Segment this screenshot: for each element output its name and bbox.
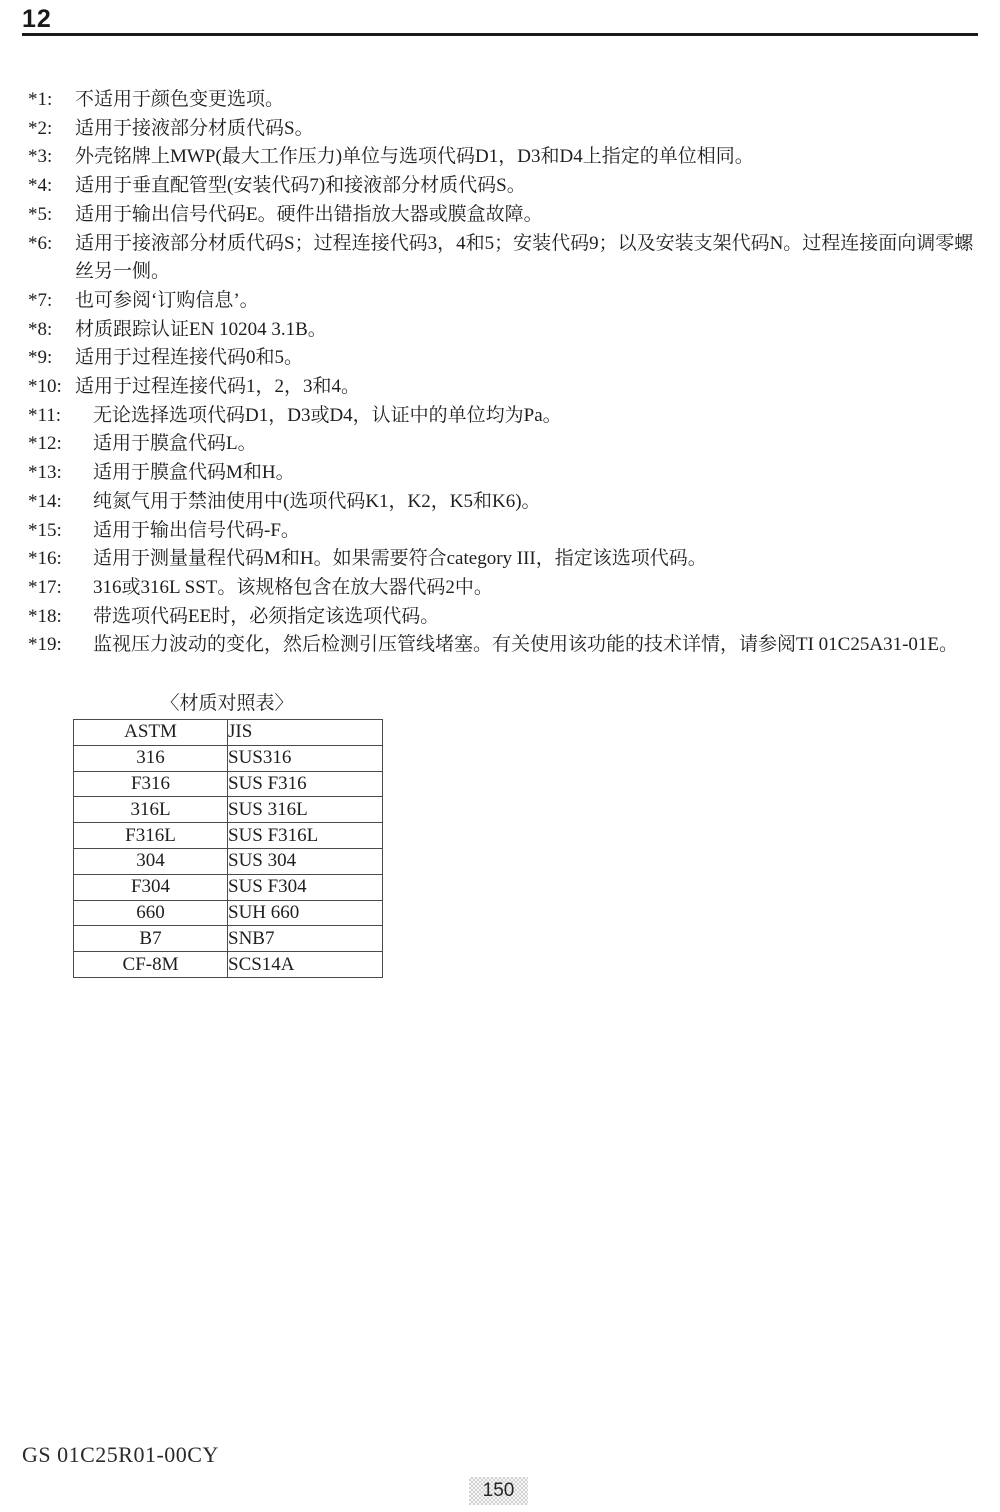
- astm-cell: F316L: [74, 823, 228, 849]
- footnote-marker: *9:: [28, 347, 53, 369]
- footnote: [28, 402, 976, 431]
- footnote-text: 适用于测量量程代码M和H。如果需要符合category III，指定该选项代码。: [93, 548, 707, 570]
- page-number: 150: [482, 1480, 515, 1501]
- footnote-marker: *8:: [28, 318, 53, 340]
- footnote-text: 适用于输出信号代码-F。: [93, 519, 300, 541]
- footnote-marker: *18:: [28, 605, 62, 627]
- footnote-text: 适用于过程连接代码1，2，3和4。: [75, 376, 361, 398]
- footnote-marker: *2:: [28, 117, 53, 139]
- table-row: [74, 874, 383, 900]
- footnote: [28, 287, 976, 316]
- footnotes-list: [28, 86, 976, 660]
- footnote-text: 适用于膜盒代码L。: [93, 433, 257, 455]
- footnote-text: 纯氮气用于禁油使用中(选项代码K1，K2，K5和K6)。: [93, 490, 541, 512]
- footnote-text: 也可参阅‘订购信息’。: [75, 289, 259, 311]
- jis-cell: SUS F316L: [228, 823, 383, 849]
- jis-cell: SUH 660: [228, 900, 383, 926]
- footnote: [28, 316, 976, 345]
- footnote-text: 适用于过程连接代码0和5。: [75, 347, 304, 369]
- jis-cell: SUS F316: [228, 771, 383, 797]
- footnote-text: 适用于输出信号代码E。硬件出错指放大器或膜盒故障。: [75, 203, 543, 225]
- table-row: [74, 771, 383, 797]
- page-number-badge: [469, 1477, 528, 1505]
- footnote-text: 适用于膜盒代码M和H。: [93, 462, 295, 484]
- footnote: [28, 86, 976, 115]
- footnote-marker: *13:: [28, 462, 62, 484]
- footnote-marker: *5:: [28, 203, 53, 225]
- footnote: [28, 603, 976, 632]
- column-header-astm: ASTM: [74, 720, 228, 746]
- footnote: [28, 115, 976, 144]
- table-row: [74, 952, 383, 978]
- astm-cell: CF-8M: [74, 952, 228, 978]
- footnote-text: 适用于接液部分材质代码S；过程连接代码3，4和5；安装代码9；以及安装支架代码N。过程连接面向调零螺丝另一侧。: [75, 232, 974, 283]
- footnote-marker: *17:: [28, 576, 62, 598]
- table-header-row: [74, 720, 383, 746]
- astm-cell: B7: [74, 926, 228, 952]
- footnote-marker: *6:: [28, 232, 53, 254]
- table-row: [74, 848, 383, 874]
- footnote-marker: *14:: [28, 490, 62, 512]
- jis-cell: SUS 304: [228, 848, 383, 874]
- jis-cell: SUS F304: [228, 874, 383, 900]
- table-row: [74, 823, 383, 849]
- footnote: [28, 574, 976, 603]
- footnote: [28, 631, 976, 660]
- footnote: [28, 143, 976, 172]
- column-header-jis: JIS: [228, 720, 383, 746]
- material-comparison-section: [73, 694, 381, 978]
- jis-cell: SNB7: [228, 926, 383, 952]
- footnote-marker: *12:: [28, 433, 62, 455]
- footnote-marker: *15:: [28, 519, 62, 541]
- footnote-marker: *19:: [28, 634, 62, 656]
- table-row: [74, 745, 383, 771]
- jis-cell: SCS14A: [228, 952, 383, 978]
- footnote: [28, 344, 976, 373]
- footnote: [28, 517, 976, 546]
- footnote: [28, 373, 976, 402]
- footnote-text: 不适用于颜色变更选项。: [75, 89, 285, 110]
- footnote-text: 带选项代码EE时，必须指定该选项代码。: [93, 605, 440, 627]
- astm-cell: 316: [74, 745, 228, 771]
- table-row: [74, 797, 383, 823]
- footnote-text: 无论选择选项代码D1，D3或D4，认证中的单位均为Pa。: [93, 404, 562, 426]
- footnote-marker: *10:: [28, 376, 62, 398]
- footnote-text: 外壳铭牌上MWP(最大工作压力)单位与选项代码D1，D3和D4上指定的单位相同。: [75, 146, 754, 168]
- footnote: [28, 459, 976, 488]
- document-code: GS 01C25R01-00CY: [22, 1442, 219, 1467]
- astm-cell: F316: [74, 771, 228, 797]
- footnote-text: 316或316L SST。该规格包含在放大器代码2中。: [93, 576, 493, 598]
- footnote-marker: *11:: [28, 404, 62, 426]
- material-comparison-table: [73, 719, 383, 978]
- footnote-text: 适用于垂直配管型(安装代码7)和接液部分材质代码S。: [75, 175, 526, 197]
- astm-cell: 660: [74, 900, 228, 926]
- footnote-text: 材质跟踪认证EN 10204 3.1B。: [75, 318, 327, 340]
- jis-cell: SUS 316L: [228, 797, 383, 823]
- table-row: [74, 926, 383, 952]
- footnote: [28, 230, 976, 287]
- page-header-number: 12: [22, 5, 52, 33]
- material-table-title: 〈材质对照表〉: [160, 693, 294, 714]
- table-row: [74, 900, 383, 926]
- footnote: [28, 430, 976, 459]
- footnote-text: 适用于接液部分材质代码S。: [75, 117, 314, 139]
- astm-cell: 304: [74, 848, 228, 874]
- astm-cell: 316L: [74, 797, 228, 823]
- header-rule: [22, 33, 978, 36]
- footnote: [28, 201, 976, 230]
- footnote-marker: *16:: [28, 548, 62, 570]
- footnote: [28, 545, 976, 574]
- jis-cell: SUS316: [228, 745, 383, 771]
- footnote-text: 监视压力波动的变化，然后检测引压管线堵塞。有关使用该功能的技术详情，请参阅TI 01C25A31-01E。: [93, 634, 959, 656]
- footnote: [28, 172, 976, 201]
- astm-cell: F304: [74, 874, 228, 900]
- footnote-marker: *1:: [28, 89, 53, 110]
- footnote-marker: *3:: [28, 146, 53, 168]
- footnote: [28, 488, 976, 517]
- footnote-marker: *7:: [28, 289, 53, 311]
- footnote-marker: *4:: [28, 175, 53, 197]
